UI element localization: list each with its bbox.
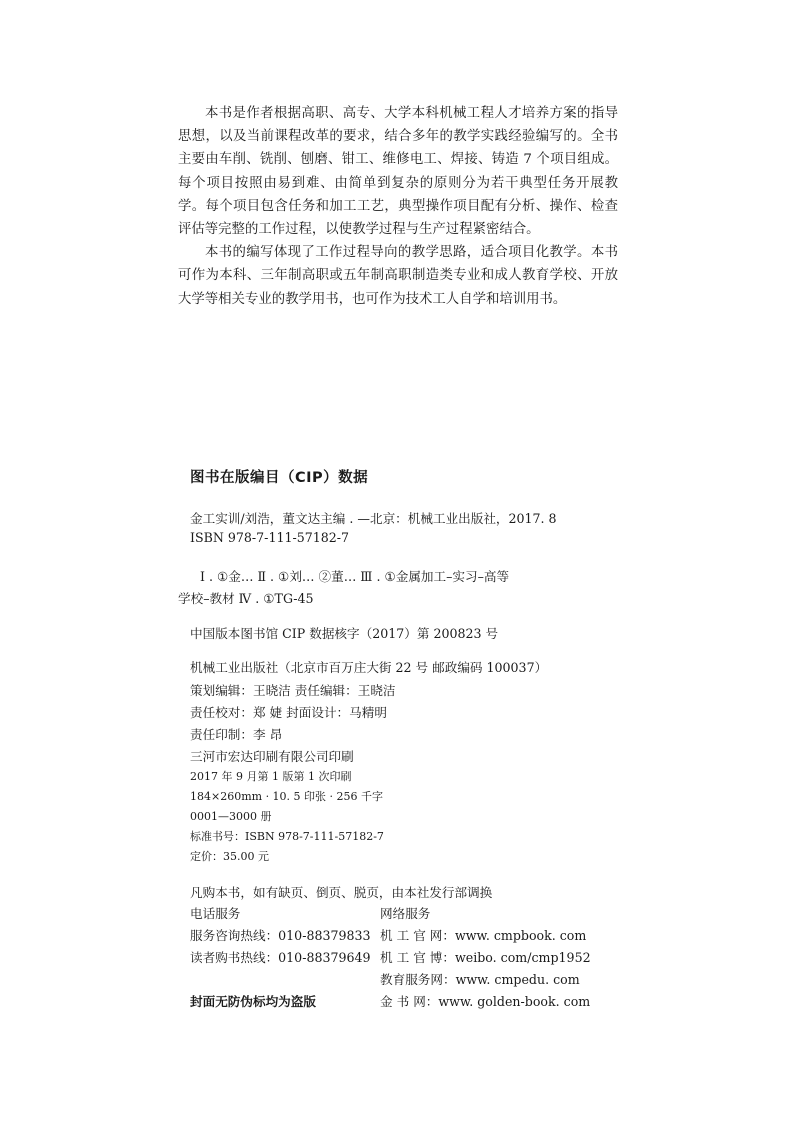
cip-title: 图书在版编目（CIP）数据 xyxy=(190,470,369,486)
network-service-heading: 网络服务 xyxy=(380,906,431,921)
printer-line: 三河市宏达印刷有限公司印刷 xyxy=(190,749,354,764)
official-weibo: 机 工 官 博：weibo. com/cmp1952 xyxy=(380,950,591,965)
golden-book-website: 金 书 网：www. golden-book. com xyxy=(380,994,591,1009)
defect-notice: 凡购本书，如有缺页、倒页、脱页，由本社发行部调换 xyxy=(190,885,493,900)
cip-library-line: 中国版本图书馆 CIP 数据核字（2017）第 200823 号 xyxy=(190,626,499,641)
cip-subject-line-1: Ⅰ . ①金… Ⅱ . ①刘… ②董… Ⅲ . ①金属加工–实习–高等 xyxy=(200,569,510,584)
publisher-line xyxy=(190,657,547,676)
printing-supervisor-line: 责任印制：李 昂 xyxy=(190,727,283,742)
publisher-text: 机械工业出版社（北京市百万庄大街 22 号 邮政编码 100037） xyxy=(190,660,548,675)
price-line: 定价：35.00 元 xyxy=(190,850,269,863)
format-line: 184×260mm · 10. 5 印张 · 256 千字 xyxy=(190,790,384,803)
cip-isbn-line: ISBN 978-7-111-57182-7 xyxy=(190,530,350,545)
proofreader-line: 责任校对：郑 婕 封面设计：马精明 xyxy=(190,705,387,720)
consult-hotline: 服务咨询热线：010-88379833 xyxy=(190,928,371,943)
abstract-paragraph-2: 本书的编写体现了工作过程导向的教学思路，适合项目化教学。本书可作为本科、三年制高职或五年制高职制造类专业和成人教育学校、开放大学等相关专业的教学用书，也可作为技术工人自学和培训用书。 xyxy=(178,245,618,307)
cip-record-line: 金工实训/刘浩，董文达主编 . —北京：机械工业出版社，2017. 8 xyxy=(190,511,557,526)
cip-subject-line-2: 学校–教材 Ⅳ . ①TG-45 xyxy=(178,591,314,606)
reader-hotline: 读者购书热线：010-88379649 xyxy=(190,950,371,965)
phone-service-heading: 电话服务 xyxy=(190,906,241,921)
edition-line: 2017 年 9 月第 1 版第 1 次印刷 xyxy=(190,770,352,783)
standard-number-line: 标准书号：ISBN 978-7-111-57182-7 xyxy=(190,830,384,843)
copies-line: 0001—3000 册 xyxy=(190,810,272,823)
anti-counterfeit-notice: 封面无防伪标均为盗版 xyxy=(190,994,316,1009)
abstract-paragraph-1: 本书是作者根据高职、高专、大学本科机械工程人才培养方案的指导思想，以及当前课程改革的要求，结合多年的教学实践经验编写的。全书主要由车削、铣削、刨磨、钳工、维修电工、焊接、铸造 7 个项目组成。每个项目按照由易到难、由简单到复杂的原则分为若干典型任务开展教学。每个项目包含任务和加工工艺，典型操作项目配有分析、操作、检查评估等完整的工作过程，以使教学过程与生产过程紧密结合。 xyxy=(178,106,618,238)
editor-line: 策划编辑：王晓洁 责任编辑：王晓洁 xyxy=(190,683,396,698)
book-abstract xyxy=(178,102,618,311)
education-website: 教育服务网：www. cmpedu. com xyxy=(380,972,580,987)
official-website: 机 工 官 网：www. cmpbook. com xyxy=(380,928,587,943)
